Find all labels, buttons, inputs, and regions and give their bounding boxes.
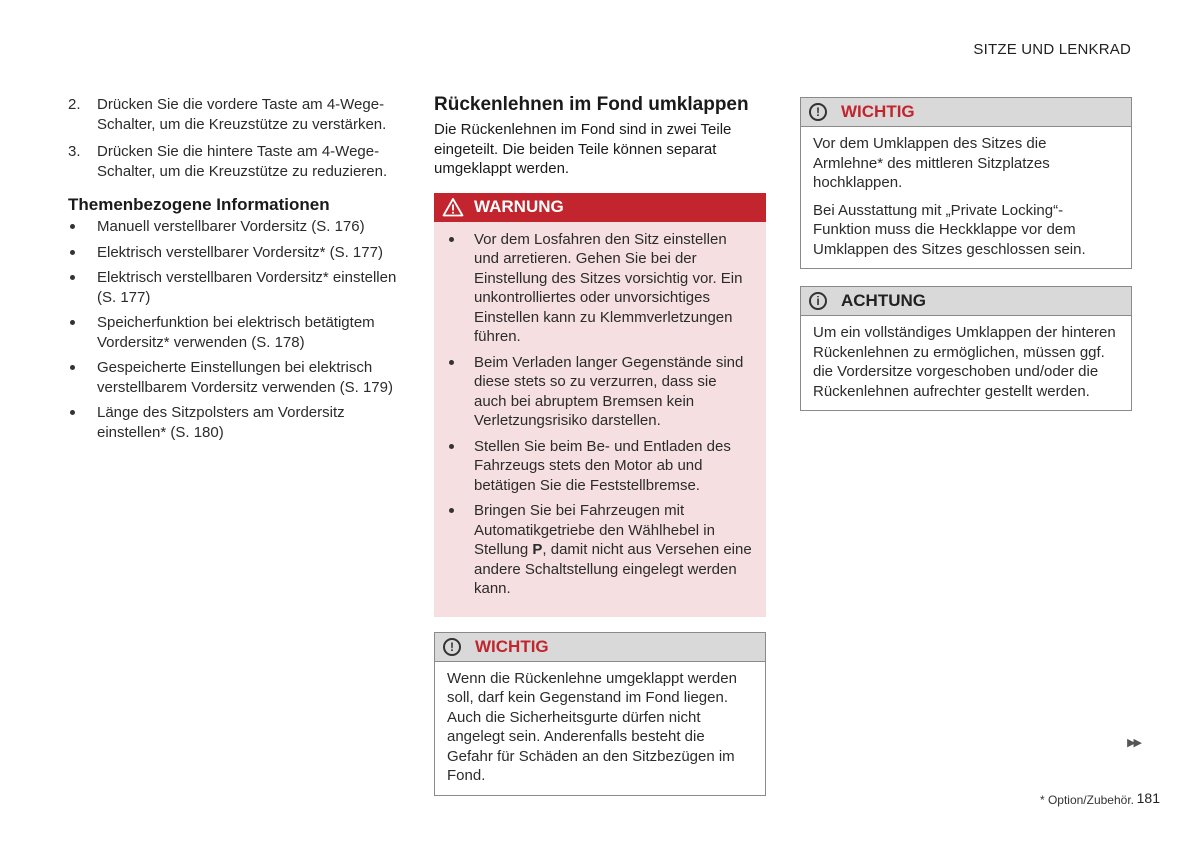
step-number: 2. [68, 96, 81, 113]
step-text: Drücken Sie die hintere Taste am 4-Wege-Schalter, um die Kreuzstütze zu reduzieren. [97, 143, 388, 180]
related-link-text[interactable]: Gespeicherte Einstellungen bei elektrisch verstellbarem Vordersitz verwenden (S. 179) [97, 359, 393, 396]
page-section-title: SITZE UND LENKRAD [973, 41, 1131, 58]
important-label: WICHTIG [841, 102, 915, 121]
warning-item-text-start: Bringen Sie bei Fahrzeugen mit Automatikgetriebe den Wählhebel in Stellung [474, 502, 715, 558]
caution-text: Um ein vollständiges Umklappen der hinteren Rückenlehnen zu ermöglichen, müssen ggf. die Vordersitze vorgeschoben und/oder die Rückenlehnen aufrechter gestellt werden. [813, 324, 1116, 400]
related-link-text[interactable]: Elektrisch verstellbarer Vordersitz* (S. 177) [97, 243, 383, 261]
bullet-icon [70, 224, 75, 229]
important-body [435, 662, 765, 795]
important-paragraph: Vor dem Umklappen des Sitzes die Armlehne* des mittleren Sitzplatzes hochklappen. [813, 135, 1050, 191]
exclamation-circle-icon: ! [443, 638, 461, 656]
right-column [800, 97, 1132, 411]
warning-header [434, 193, 766, 222]
bullet-icon [70, 320, 75, 325]
related-link-item[interactable] [68, 313, 400, 352]
left-column [68, 95, 400, 448]
warning-item-text: Beim Verladen langer Gegenstände sind diese stets so zu verzurren, dass sie auch bei abruptem Bremsen kein Verletzungsrisiko darstellen. [474, 353, 744, 429]
footnote-option: * Option/Zubehör. [1039, 793, 1134, 807]
section-title: Rückenlehnen im Fond umklappen [434, 94, 749, 115]
warning-body [434, 222, 766, 617]
related-link-text[interactable]: Elektrisch verstellbaren Vordersitz* einstellen (S. 177) [97, 269, 397, 306]
important-paragraph: Bei Ausstattung mit „Private Locking“-Funktion muss die Heckklappe vor dem Umklappen des Sitzes geschlossen sein. [813, 201, 1086, 258]
important-label: WICHTIG [475, 636, 549, 656]
bullet-icon [70, 250, 75, 255]
warning-item-text: Stellen Sie beim Be- und Entladen des Fahrzeugs stets den Motor ab und betätigen Sie die Feststellbremse. [474, 437, 731, 494]
related-link-item[interactable] [68, 403, 400, 442]
bullet-icon [449, 237, 454, 242]
warning-item [446, 501, 752, 599]
bullet-icon [449, 360, 454, 365]
caution-body [801, 316, 1131, 410]
gear-position-label: P [532, 541, 543, 558]
important-header [435, 633, 765, 662]
related-link-text[interactable]: Manuell verstellbarer Vordersitz (S. 176) [97, 218, 365, 235]
warning-item [446, 353, 752, 431]
warning-item [446, 437, 752, 496]
step-text: Drücken Sie die vordere Taste am 4-Wege-Schalter, um die Kreuzstütze zu verstärken. [97, 96, 387, 133]
step-number: 3. [68, 143, 81, 160]
warning-item-text: Vor dem Losfahren den Sitz einstellen und arretieren. Gehen Sie bei der Einstellung des Sitzes vorsichtig vor. Ein unkontrolliertes oder unvorsichtiges Einstellen kann zu Klemmverletzungen führen. [474, 230, 743, 345]
bullet-icon [70, 410, 75, 415]
caution-box [800, 286, 1132, 411]
warning-triangle-icon [442, 197, 464, 217]
bullet-icon [70, 275, 75, 280]
warning-box [434, 193, 766, 617]
related-link-item[interactable] [68, 268, 400, 307]
important-body [801, 127, 1131, 268]
caution-header [801, 287, 1131, 316]
related-link-item[interactable] [68, 358, 400, 397]
continue-arrows-icon: ▶▶ [1127, 737, 1140, 749]
bullet-icon [70, 365, 75, 370]
section-intro: Die Rückenlehnen im Fond sind in zwei Teile eingeteilt. Die beiden Teile können separat umgeklappt werden. [434, 121, 732, 177]
important-box [800, 97, 1132, 269]
related-info-heading: Themenbezogene Informationen [68, 195, 330, 214]
caution-label: ACHTUNG [841, 291, 926, 310]
related-link-text[interactable]: Länge des Sitzpolsters am Vordersitz einstellen* (S. 180) [97, 404, 345, 441]
related-link-item[interactable] [68, 217, 400, 237]
step-item [68, 142, 400, 181]
middle-column [434, 94, 766, 796]
related-link-item[interactable] [68, 243, 400, 263]
important-text: Wenn die Rückenlehne umgeklappt werden soll, darf kein Gegenstand im Fond liegen. Auch die Sicherheitsgurte dürfen nicht angelegt sein. Anderenfalls besteht die Gefahr für Schäden an den Sitzbezügen im Fond. [447, 669, 737, 784]
warning-item-text-end: , damit nicht aus Versehen eine andere Schaltstellung eingelegt werden kann. [474, 541, 752, 597]
bullet-icon [449, 444, 454, 449]
important-header [801, 98, 1131, 127]
important-box [434, 632, 766, 796]
warning-label: WARNUNG [474, 197, 564, 216]
related-link-text[interactable]: Speicherfunktion bei elektrisch betätigtem Vordersitz* verwenden (S. 178) [97, 314, 375, 351]
exclamation-circle-icon: ! [809, 103, 827, 121]
warning-item [446, 230, 752, 347]
info-circle-icon: i [809, 292, 827, 310]
step-item [68, 95, 400, 134]
bullet-icon [449, 508, 454, 513]
page-number: 181 [1136, 790, 1160, 806]
